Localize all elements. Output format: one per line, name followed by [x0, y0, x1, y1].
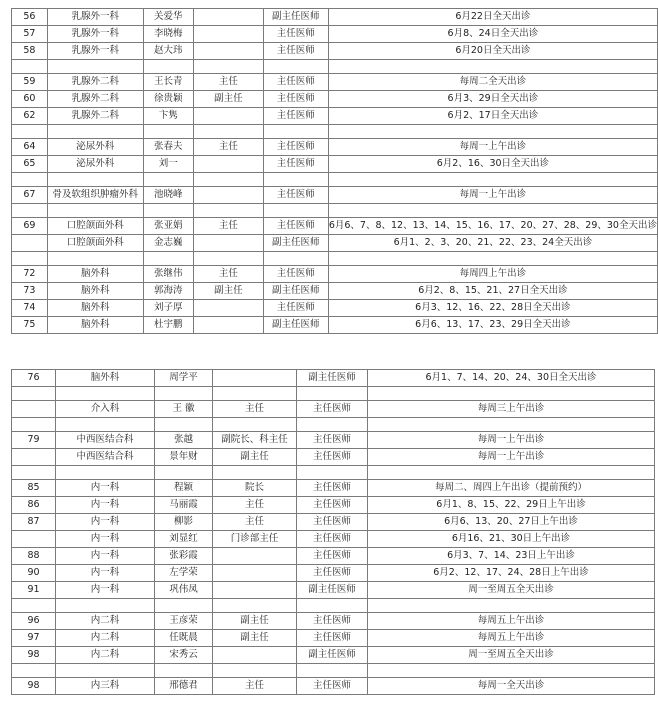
- table-row: [12, 235, 658, 252]
- empty-cell: [263, 204, 328, 218]
- row-number-cell: [12, 531, 56, 548]
- title-cell: 主任医师: [263, 26, 328, 43]
- title-cell: 主任医师: [297, 565, 368, 582]
- row-number-cell: 90: [12, 565, 56, 582]
- admin-position-cell: [213, 647, 297, 664]
- row-number-cell: 56: [12, 9, 48, 26]
- schedule-cell: 每周五上午出诊: [368, 630, 655, 647]
- empty-cell: [297, 466, 368, 480]
- admin-position-cell: [194, 156, 264, 173]
- empty-cell: [56, 387, 155, 401]
- title-cell: 主任医师: [263, 156, 328, 173]
- title-cell: 主任医师: [297, 480, 368, 497]
- spacer-row: [12, 599, 655, 613]
- empty-cell: [194, 252, 264, 266]
- admin-position-cell: [213, 565, 297, 582]
- admin-position-cell: 副主任: [213, 449, 297, 466]
- department-cell: 内一科: [56, 582, 155, 599]
- schedule-cell: 6月20日全天出诊: [328, 43, 657, 60]
- admin-position-cell: [194, 43, 264, 60]
- empty-cell: [213, 387, 297, 401]
- empty-cell: [368, 466, 655, 480]
- empty-cell: [155, 387, 213, 401]
- empty-cell: [12, 466, 56, 480]
- empty-cell: [12, 387, 56, 401]
- admin-position-cell: 主任: [194, 266, 264, 283]
- title-cell: 主任医师: [263, 218, 328, 235]
- row-number-cell: 85: [12, 480, 56, 497]
- admin-position-cell: [194, 317, 264, 334]
- admin-position-cell: 院长: [213, 480, 297, 497]
- empty-cell: [194, 173, 264, 187]
- row-number-cell: [12, 401, 56, 418]
- spacer-row: [12, 204, 658, 218]
- admin-position-cell: [194, 9, 264, 26]
- schedule-cell: 6月6、7、8、12、13、14、15、16、17、20、27、28、29、30全天出诊: [328, 218, 657, 235]
- row-number-cell: 58: [12, 43, 48, 60]
- doctor-name-cell: 张春夫: [143, 139, 194, 156]
- doctor-name-cell: 刘显红: [155, 531, 213, 548]
- schedule-cell: 6月1、2、3、20、21、22、23、24全天出诊: [328, 235, 657, 252]
- spacer-row: [12, 60, 658, 74]
- empty-cell: [12, 599, 56, 613]
- department-cell: 内一科: [56, 531, 155, 548]
- admin-position-cell: 主任: [194, 218, 264, 235]
- department-cell: 内一科: [56, 565, 155, 582]
- empty-cell: [155, 466, 213, 480]
- doctor-name-cell: 王长青: [143, 74, 194, 91]
- empty-cell: [213, 599, 297, 613]
- title-cell: 主任医师: [263, 266, 328, 283]
- empty-cell: [213, 418, 297, 432]
- schedule-cell: 每周二全天出诊: [328, 74, 657, 91]
- row-number-cell: 75: [12, 317, 48, 334]
- department-cell: 泌尿外科: [47, 156, 143, 173]
- doctor-name-cell: 马丽霞: [155, 497, 213, 514]
- row-number-cell: 76: [12, 370, 56, 387]
- department-cell: 脑外科: [47, 317, 143, 334]
- admin-position-cell: 主任: [194, 139, 264, 156]
- row-number-cell: 67: [12, 187, 48, 204]
- empty-cell: [194, 204, 264, 218]
- table-row: [12, 514, 655, 531]
- empty-cell: [263, 252, 328, 266]
- doctor-name-cell: 柳影: [155, 514, 213, 531]
- empty-cell: [143, 125, 194, 139]
- empty-cell: [12, 664, 56, 678]
- title-cell: 主任医师: [297, 401, 368, 418]
- department-cell: 乳腺外一科: [47, 26, 143, 43]
- admin-position-cell: 主任: [213, 401, 297, 418]
- schedule-cell: 6月6、13、20、27日上午出诊: [368, 514, 655, 531]
- empty-cell: [47, 252, 143, 266]
- row-number-cell: 59: [12, 74, 48, 91]
- admin-position-cell: 副主任: [194, 91, 264, 108]
- table-row: [12, 548, 655, 565]
- table-row: [12, 156, 658, 173]
- admin-position-cell: 副主任: [213, 630, 297, 647]
- department-cell: 口腔颌面外科: [47, 218, 143, 235]
- department-cell: 乳腺外二科: [47, 91, 143, 108]
- row-number-cell: 69: [12, 218, 48, 235]
- title-cell: 主任医师: [263, 74, 328, 91]
- admin-position-cell: 主任: [213, 514, 297, 531]
- doctor-name-cell: 郭海涛: [143, 283, 194, 300]
- table-row: [12, 43, 658, 60]
- department-cell: 乳腺外二科: [47, 108, 143, 125]
- schedule-cell: 6月2、16、30日全天出诊: [328, 156, 657, 173]
- department-cell: 乳腺外一科: [47, 43, 143, 60]
- empty-cell: [297, 664, 368, 678]
- table-row: [12, 647, 655, 664]
- title-cell: 副主任医师: [263, 283, 328, 300]
- title-cell: 主任医师: [263, 139, 328, 156]
- title-cell: 主任医师: [263, 91, 328, 108]
- empty-cell: [297, 387, 368, 401]
- title-cell: 主任医师: [297, 449, 368, 466]
- doctor-name-cell: 周学平: [155, 370, 213, 387]
- row-number-cell: 96: [12, 613, 56, 630]
- table-row: [12, 91, 658, 108]
- doctor-name-cell: 张彩霞: [155, 548, 213, 565]
- empty-cell: [297, 599, 368, 613]
- schedule-cell: 6月3、12、16、22、28日全天出诊: [328, 300, 657, 317]
- schedule-cell: 6月1、8、15、22、29日上午出诊: [368, 497, 655, 514]
- table-row: [12, 531, 655, 548]
- table-row: [12, 613, 655, 630]
- title-cell: 副主任医师: [297, 582, 368, 599]
- empty-cell: [56, 466, 155, 480]
- empty-cell: [368, 664, 655, 678]
- spacer-row: [12, 466, 655, 480]
- department-cell: 泌尿外科: [47, 139, 143, 156]
- department-cell: 骨及软组织肿瘤外科: [47, 187, 143, 204]
- doctor-name-cell: 关爱华: [143, 9, 194, 26]
- row-number-cell: 60: [12, 91, 48, 108]
- title-cell: 主任医师: [263, 43, 328, 60]
- table-row: [12, 187, 658, 204]
- empty-cell: [263, 125, 328, 139]
- row-number-cell: 86: [12, 497, 56, 514]
- title-cell: 副主任医师: [263, 9, 328, 26]
- title-cell: 主任医师: [297, 548, 368, 565]
- row-number-cell: 57: [12, 26, 48, 43]
- admin-position-cell: [194, 300, 264, 317]
- title-cell: 副主任医师: [297, 647, 368, 664]
- doctor-name-cell: 宋秀云: [155, 647, 213, 664]
- department-cell: 脑外科: [47, 283, 143, 300]
- title-cell: 副主任医师: [297, 370, 368, 387]
- schedule-cell: 每周一上午出诊: [328, 187, 657, 204]
- spacer-row: [12, 387, 655, 401]
- admin-position-cell: 主任: [213, 678, 297, 695]
- doctor-name-cell: 池晓峰: [143, 187, 194, 204]
- admin-position-cell: [194, 187, 264, 204]
- row-number-cell: 72: [12, 266, 48, 283]
- empty-cell: [328, 173, 657, 187]
- schedule-cell: 每周一上午出诊: [368, 432, 655, 449]
- row-number-cell: 97: [12, 630, 56, 647]
- title-cell: 主任医师: [263, 108, 328, 125]
- empty-cell: [155, 599, 213, 613]
- row-number-cell: 91: [12, 582, 56, 599]
- table-row: [12, 449, 655, 466]
- admin-position-cell: 副院长、科主任: [213, 432, 297, 449]
- spacer-row: [12, 418, 655, 432]
- empty-cell: [263, 173, 328, 187]
- empty-cell: [194, 125, 264, 139]
- empty-cell: [12, 60, 48, 74]
- department-cell: 内一科: [56, 514, 155, 531]
- schedule-cell: 6月2、8、15、21、27日全天出诊: [328, 283, 657, 300]
- row-number-cell: 73: [12, 283, 48, 300]
- table-row: [12, 432, 655, 449]
- empty-cell: [155, 664, 213, 678]
- doctor-name-cell: 金志巍: [143, 235, 194, 252]
- empty-cell: [143, 204, 194, 218]
- doctor-name-cell: 张亚娟: [143, 218, 194, 235]
- department-cell: 中西医结合科: [56, 449, 155, 466]
- table-row: [12, 480, 655, 497]
- empty-cell: [368, 387, 655, 401]
- empty-cell: [56, 664, 155, 678]
- empty-cell: [213, 466, 297, 480]
- table-row: [12, 582, 655, 599]
- doctor-name-cell: 程颖: [155, 480, 213, 497]
- empty-cell: [155, 418, 213, 432]
- schedule-cell: 每周四上午出诊: [328, 266, 657, 283]
- empty-cell: [328, 204, 657, 218]
- empty-cell: [328, 60, 657, 74]
- row-number-cell: 87: [12, 514, 56, 531]
- schedule-cell: 6月22日全天出诊: [328, 9, 657, 26]
- doctor-name-cell: 任既晨: [155, 630, 213, 647]
- department-cell: 内一科: [56, 497, 155, 514]
- doctor-name-cell: 刘一: [143, 156, 194, 173]
- title-cell: 主任医师: [297, 497, 368, 514]
- row-number-cell: 79: [12, 432, 56, 449]
- row-number-cell: 65: [12, 156, 48, 173]
- doctor-name-cell: 李晓梅: [143, 26, 194, 43]
- row-number-cell: 98: [12, 678, 56, 695]
- title-cell: 副主任医师: [263, 235, 328, 252]
- table-row: [12, 218, 658, 235]
- admin-position-cell: [213, 582, 297, 599]
- empty-cell: [328, 125, 657, 139]
- doctor-name-cell: 张越: [155, 432, 213, 449]
- admin-position-cell: 副主任: [213, 613, 297, 630]
- spacer-row: [12, 125, 658, 139]
- spacer-row: [12, 252, 658, 266]
- doctor-name-cell: 张继伟: [143, 266, 194, 283]
- empty-cell: [12, 173, 48, 187]
- title-cell: 主任医师: [297, 630, 368, 647]
- doctor-name-cell: 巩伟凤: [155, 582, 213, 599]
- schedule-cell: 每周一上午出诊: [328, 139, 657, 156]
- empty-cell: [368, 599, 655, 613]
- department-cell: 内二科: [56, 613, 155, 630]
- schedule-cell: 6月2、17日全天出诊: [328, 108, 657, 125]
- schedule-cell: 周一至周五全天出诊: [368, 582, 655, 599]
- admin-position-cell: 主任: [213, 497, 297, 514]
- admin-position-cell: [194, 108, 264, 125]
- empty-cell: [213, 664, 297, 678]
- table-row: [12, 678, 655, 695]
- table-row: [12, 497, 655, 514]
- department-cell: 脑外科: [56, 370, 155, 387]
- schedule-table-bottom: [11, 369, 655, 695]
- empty-cell: [143, 173, 194, 187]
- admin-position-cell: [213, 548, 297, 565]
- table-row: [12, 9, 658, 26]
- table-row: [12, 283, 658, 300]
- doctor-name-cell: 景年财: [155, 449, 213, 466]
- schedule-cell: 6月3、29日全天出诊: [328, 91, 657, 108]
- schedule-cell: 6月1、7、14、20、24、30日全天出诊: [368, 370, 655, 387]
- admin-position-cell: 主任: [194, 74, 264, 91]
- title-cell: 主任医师: [263, 300, 328, 317]
- spacer-row: [12, 664, 655, 678]
- empty-cell: [143, 252, 194, 266]
- row-number-cell: 64: [12, 139, 48, 156]
- empty-cell: [328, 252, 657, 266]
- table-row: [12, 139, 658, 156]
- table-row: [12, 370, 655, 387]
- schedule-cell: 每周五上午出诊: [368, 613, 655, 630]
- table-row: [12, 74, 658, 91]
- schedule-cell: 6月8、24日全天出诊: [328, 26, 657, 43]
- table-row: [12, 401, 655, 418]
- schedule-cell: 周一至周五全天出诊: [368, 647, 655, 664]
- admin-position-cell: [213, 370, 297, 387]
- admin-position-cell: 副主任: [194, 283, 264, 300]
- department-cell: 内一科: [56, 548, 155, 565]
- schedule-table-top: [11, 8, 658, 334]
- schedule-cell: 6月2、12、17、24、28日上午出诊: [368, 565, 655, 582]
- department-cell: 内一科: [56, 480, 155, 497]
- department-cell: 内三科: [56, 678, 155, 695]
- title-cell: 主任医师: [297, 514, 368, 531]
- table-row: [12, 26, 658, 43]
- department-cell: 介入科: [56, 401, 155, 418]
- department-cell: 中西医结合科: [56, 432, 155, 449]
- table-row: [12, 565, 655, 582]
- department-cell: 脑外科: [47, 266, 143, 283]
- title-cell: 主任医师: [297, 432, 368, 449]
- doctor-name-cell: 王彦荣: [155, 613, 213, 630]
- schedule-cell: 每周二、周四上午出诊（提前预约）: [368, 480, 655, 497]
- title-cell: 主任医师: [297, 613, 368, 630]
- doctor-name-cell: 王 徽: [155, 401, 213, 418]
- schedule-cell: 每周一全天出诊: [368, 678, 655, 695]
- row-number-cell: 98: [12, 647, 56, 664]
- admin-position-cell: [194, 235, 264, 252]
- doctor-name-cell: 刘子厚: [143, 300, 194, 317]
- row-number-cell: [12, 235, 48, 252]
- title-cell: 主任医师: [297, 678, 368, 695]
- department-cell: 口腔颌面外科: [47, 235, 143, 252]
- department-cell: 脑外科: [47, 300, 143, 317]
- schedule-cell: 每周三上午出诊: [368, 401, 655, 418]
- title-cell: 主任医师: [297, 531, 368, 548]
- admin-position-cell: 门诊部主任: [213, 531, 297, 548]
- schedule-cell: 6月16、21、30日上午出诊: [368, 531, 655, 548]
- department-cell: 内二科: [56, 647, 155, 664]
- admin-position-cell: [194, 26, 264, 43]
- row-number-cell: 88: [12, 548, 56, 565]
- table-row: [12, 630, 655, 647]
- table-row: [12, 300, 658, 317]
- empty-cell: [47, 204, 143, 218]
- row-number-cell: [12, 449, 56, 466]
- doctor-name-cell: 徐贵颖: [143, 91, 194, 108]
- empty-cell: [12, 418, 56, 432]
- department-cell: 乳腺外二科: [47, 74, 143, 91]
- doctor-name-cell: 左学荣: [155, 565, 213, 582]
- title-cell: 主任医师: [263, 187, 328, 204]
- department-cell: 内二科: [56, 630, 155, 647]
- department-cell: 乳腺外一科: [47, 9, 143, 26]
- empty-cell: [47, 60, 143, 74]
- empty-cell: [143, 60, 194, 74]
- empty-cell: [56, 418, 155, 432]
- doctor-name-cell: 赵大玮: [143, 43, 194, 60]
- doctor-name-cell: 邢德君: [155, 678, 213, 695]
- empty-cell: [368, 418, 655, 432]
- title-cell: 副主任医师: [263, 317, 328, 334]
- row-number-cell: 74: [12, 300, 48, 317]
- empty-cell: [47, 173, 143, 187]
- table-row: [12, 317, 658, 334]
- empty-cell: [12, 204, 48, 218]
- schedule-cell: 每周一上午出诊: [368, 449, 655, 466]
- empty-cell: [194, 60, 264, 74]
- table-row: [12, 108, 658, 125]
- schedule-cell: 6月6、13、17、23、29日全天出诊: [328, 317, 657, 334]
- empty-cell: [263, 60, 328, 74]
- empty-cell: [297, 418, 368, 432]
- doctor-name-cell: 卞隽: [143, 108, 194, 125]
- doctor-name-cell: 杜宇鹏: [143, 317, 194, 334]
- empty-cell: [12, 125, 48, 139]
- schedule-cell: 6月3、7、14、23日上午出诊: [368, 548, 655, 565]
- table-row: [12, 266, 658, 283]
- empty-cell: [12, 252, 48, 266]
- spacer-row: [12, 173, 658, 187]
- empty-cell: [47, 125, 143, 139]
- row-number-cell: 62: [12, 108, 48, 125]
- empty-cell: [56, 599, 155, 613]
